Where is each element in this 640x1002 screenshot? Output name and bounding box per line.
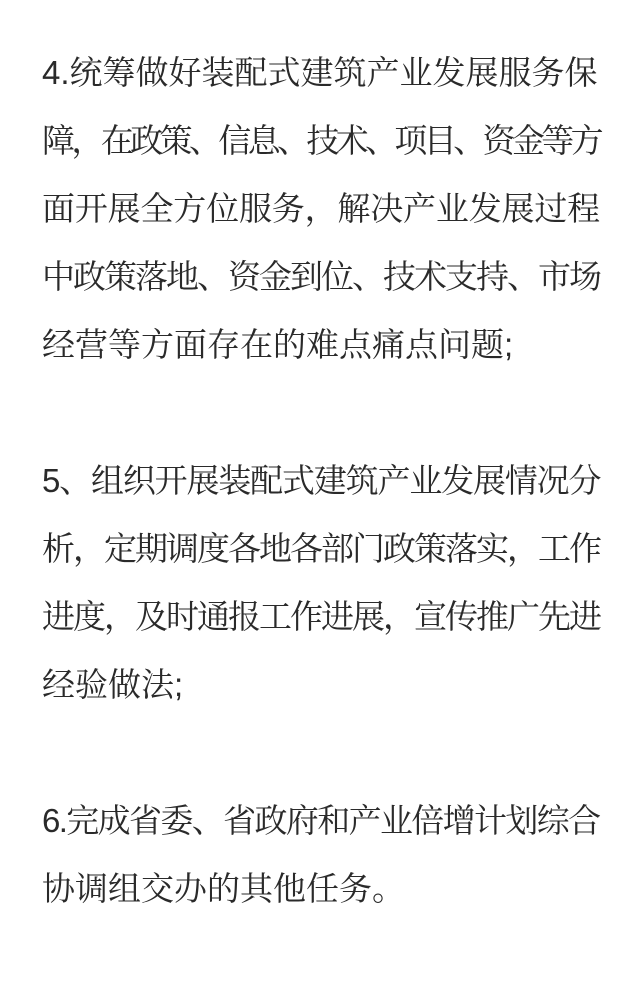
text-line: 析，定期调度各地各部门政策落实，工作 bbox=[42, 530, 600, 567]
task-item-6 bbox=[42, 787, 600, 923]
task-item-4 bbox=[42, 39, 600, 379]
text-line: 协调组交办的其他任务。 bbox=[42, 870, 405, 907]
text-line: 经验做法; bbox=[42, 666, 184, 703]
text-line: 进度，及时通报工作进展，宣传推广先进 bbox=[42, 598, 600, 635]
text-line: 6.完成省委、省政府和产业倍增计划综合 bbox=[42, 802, 600, 839]
task-item-5 bbox=[42, 447, 600, 719]
text-line: 4.统筹做好装配式建筑产业发展服务保 bbox=[42, 54, 598, 91]
text-line: 中政策落地、资金到位、技术支持、市场 bbox=[42, 258, 600, 295]
text-line: 面开展全方位服务，解决产业发展过程 bbox=[42, 190, 601, 227]
text-line: 经营等方面存在的难点痛点问题; bbox=[42, 326, 514, 363]
text-line: 障，在政策、信息、技术、项目、资金等方 bbox=[42, 122, 601, 159]
text-line: 5、组织开展装配式建筑产业发展情况分 bbox=[42, 462, 601, 499]
